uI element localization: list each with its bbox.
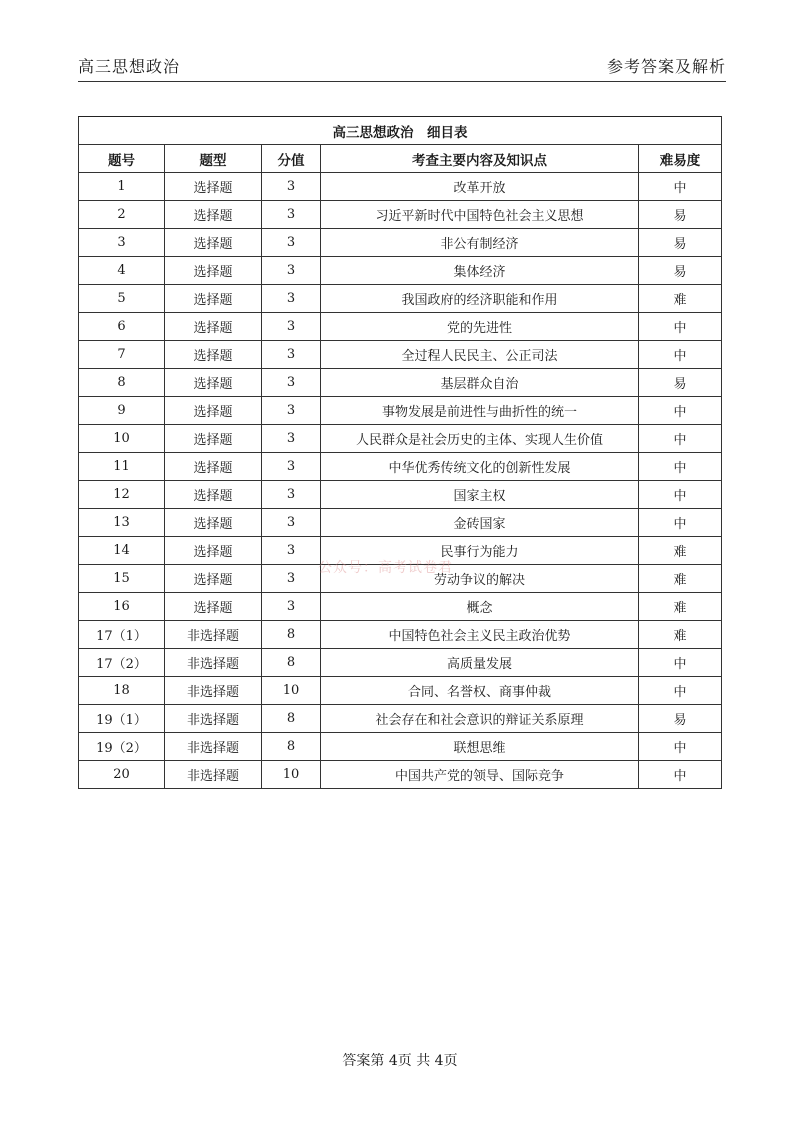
cell-score: 3 [262, 453, 321, 481]
cell-content: 劳动争议的解决 [321, 565, 639, 593]
cell-content: 社会存在和社会意识的辩证关系原理 [321, 705, 639, 733]
cell-score: 3 [262, 369, 321, 397]
cell-number: 18 [79, 677, 165, 705]
table-row [79, 229, 722, 257]
cell-content: 概念 [321, 593, 639, 621]
cell-content: 中国特色社会主义民主政治优势 [321, 621, 639, 649]
cell-number: 6 [79, 313, 165, 341]
cell-score: 3 [262, 509, 321, 537]
page-footer: 答案第 4页 共 4页 [342, 1053, 458, 1069]
cell-type: 选择题 [165, 257, 262, 285]
cell-difficulty: 易 [639, 257, 722, 285]
cell-difficulty: 中 [639, 677, 722, 705]
table-row [79, 341, 722, 369]
detail-table [78, 116, 722, 789]
table-row [79, 453, 722, 481]
cell-content: 金砖国家 [321, 509, 639, 537]
cell-difficulty: 中 [639, 341, 722, 369]
table-row [79, 733, 722, 761]
cell-score: 10 [262, 761, 321, 789]
column-header-type: 题型 [165, 145, 262, 173]
cell-score: 3 [262, 537, 321, 565]
header-subject: 高三思想政治 [78, 57, 181, 76]
cell-score: 3 [262, 257, 321, 285]
table-row [79, 761, 722, 789]
cell-type: 选择题 [165, 285, 262, 313]
table-row [79, 621, 722, 649]
cell-number: 13 [79, 509, 165, 537]
cell-number: 17（1） [79, 621, 165, 649]
cell-type: 选择题 [165, 313, 262, 341]
cell-difficulty: 难 [639, 537, 722, 565]
cell-content: 中华优秀传统文化的创新性发展 [321, 453, 639, 481]
cell-type: 选择题 [165, 565, 262, 593]
cell-number: 9 [79, 397, 165, 425]
table-row [79, 509, 722, 537]
cell-number: 19（1） [79, 705, 165, 733]
table-header-row [79, 145, 722, 173]
cell-score: 3 [262, 593, 321, 621]
table-body [79, 173, 722, 789]
cell-content: 基层群众自治 [321, 369, 639, 397]
cell-type: 非选择题 [165, 649, 262, 677]
table-row [79, 565, 722, 593]
table-row [79, 425, 722, 453]
cell-score: 3 [262, 425, 321, 453]
table-title: 高三思想政治 细目表 [79, 117, 722, 145]
cell-difficulty: 中 [639, 733, 722, 761]
cell-type: 非选择题 [165, 621, 262, 649]
cell-score: 8 [262, 733, 321, 761]
cell-difficulty: 中 [639, 397, 722, 425]
cell-difficulty: 中 [639, 481, 722, 509]
cell-number: 11 [79, 453, 165, 481]
table-row [79, 481, 722, 509]
cell-content: 改革开放 [321, 173, 639, 201]
cell-number: 2 [79, 201, 165, 229]
cell-content: 高质量发展 [321, 649, 639, 677]
table-row [79, 173, 722, 201]
cell-number: 7 [79, 341, 165, 369]
cell-difficulty: 难 [639, 593, 722, 621]
column-header-number: 题号 [79, 145, 165, 173]
cell-number: 3 [79, 229, 165, 257]
cell-difficulty: 中 [639, 453, 722, 481]
cell-type: 非选择题 [165, 705, 262, 733]
cell-content: 事物发展是前进性与曲折性的统一 [321, 397, 639, 425]
cell-content: 习近平新时代中国特色社会主义思想 [321, 201, 639, 229]
cell-content: 党的先进性 [321, 313, 639, 341]
cell-score: 3 [262, 229, 321, 257]
cell-difficulty: 中 [639, 761, 722, 789]
column-header-difficulty: 难易度 [639, 145, 722, 173]
cell-difficulty: 难 [639, 285, 722, 313]
cell-type: 非选择题 [165, 677, 262, 705]
cell-score: 8 [262, 621, 321, 649]
table-row [79, 537, 722, 565]
cell-number: 4 [79, 257, 165, 285]
cell-content: 非公有制经济 [321, 229, 639, 257]
cell-number: 14 [79, 537, 165, 565]
cell-type: 选择题 [165, 593, 262, 621]
cell-score: 3 [262, 173, 321, 201]
cell-score: 3 [262, 565, 321, 593]
cell-type: 非选择题 [165, 733, 262, 761]
cell-difficulty: 易 [639, 201, 722, 229]
cell-content: 集体经济 [321, 257, 639, 285]
cell-content: 联想思维 [321, 733, 639, 761]
column-header-content: 考查主要内容及知识点 [321, 145, 639, 173]
cell-content: 合同、名誉权、商事仲裁 [321, 677, 639, 705]
cell-number: 16 [79, 593, 165, 621]
cell-score: 3 [262, 481, 321, 509]
cell-type: 选择题 [165, 229, 262, 257]
table-row [79, 593, 722, 621]
cell-type: 选择题 [165, 173, 262, 201]
table-row [79, 705, 722, 733]
cell-difficulty: 易 [639, 229, 722, 257]
cell-score: 3 [262, 313, 321, 341]
cell-number: 12 [79, 481, 165, 509]
table-row [79, 313, 722, 341]
table-row [79, 257, 722, 285]
column-header-score: 分值 [262, 145, 321, 173]
cell-score: 3 [262, 285, 321, 313]
cell-type: 选择题 [165, 425, 262, 453]
table-row [79, 285, 722, 313]
cell-type: 选择题 [165, 509, 262, 537]
cell-difficulty: 难 [639, 621, 722, 649]
cell-number: 10 [79, 425, 165, 453]
page-header [78, 56, 726, 82]
table-row [79, 397, 722, 425]
table-row [79, 201, 722, 229]
cell-number: 19（2） [79, 733, 165, 761]
cell-type: 选择题 [165, 537, 262, 565]
cell-score: 8 [262, 705, 321, 733]
header-doc-type: 参考答案及解析 [606, 57, 726, 76]
table-title-row [79, 117, 722, 145]
detail-table-container [78, 116, 721, 789]
watermark: 公众号：高考试卷君 [318, 560, 453, 576]
cell-number: 5 [79, 285, 165, 313]
table-row [79, 677, 722, 705]
table-row [79, 369, 722, 397]
cell-difficulty: 中 [639, 173, 722, 201]
cell-difficulty: 中 [639, 425, 722, 453]
cell-type: 选择题 [165, 341, 262, 369]
cell-content: 全过程人民民主、公正司法 [321, 341, 639, 369]
table-row [79, 649, 722, 677]
cell-content: 我国政府的经济职能和作用 [321, 285, 639, 313]
cell-type: 非选择题 [165, 761, 262, 789]
cell-difficulty: 易 [639, 369, 722, 397]
cell-type: 选择题 [165, 201, 262, 229]
cell-content: 民事行为能力 [321, 537, 639, 565]
cell-difficulty: 中 [639, 313, 722, 341]
cell-number: 20 [79, 761, 165, 789]
cell-type: 选择题 [165, 369, 262, 397]
cell-type: 选择题 [165, 453, 262, 481]
cell-score: 3 [262, 397, 321, 425]
cell-type: 选择题 [165, 481, 262, 509]
cell-difficulty: 难 [639, 565, 722, 593]
cell-score: 10 [262, 677, 321, 705]
cell-number: 17（2） [79, 649, 165, 677]
cell-number: 15 [79, 565, 165, 593]
cell-score: 3 [262, 201, 321, 229]
cell-number: 8 [79, 369, 165, 397]
cell-content: 人民群众是社会历史的主体、实现人生价值 [321, 425, 639, 453]
cell-score: 3 [262, 341, 321, 369]
cell-content: 中国共产党的领导、国际竞争 [321, 761, 639, 789]
cell-difficulty: 中 [639, 649, 722, 677]
cell-score: 8 [262, 649, 321, 677]
cell-type: 选择题 [165, 397, 262, 425]
cell-difficulty: 中 [639, 509, 722, 537]
cell-difficulty: 易 [639, 705, 722, 733]
cell-content: 国家主权 [321, 481, 639, 509]
cell-number: 1 [79, 173, 165, 201]
